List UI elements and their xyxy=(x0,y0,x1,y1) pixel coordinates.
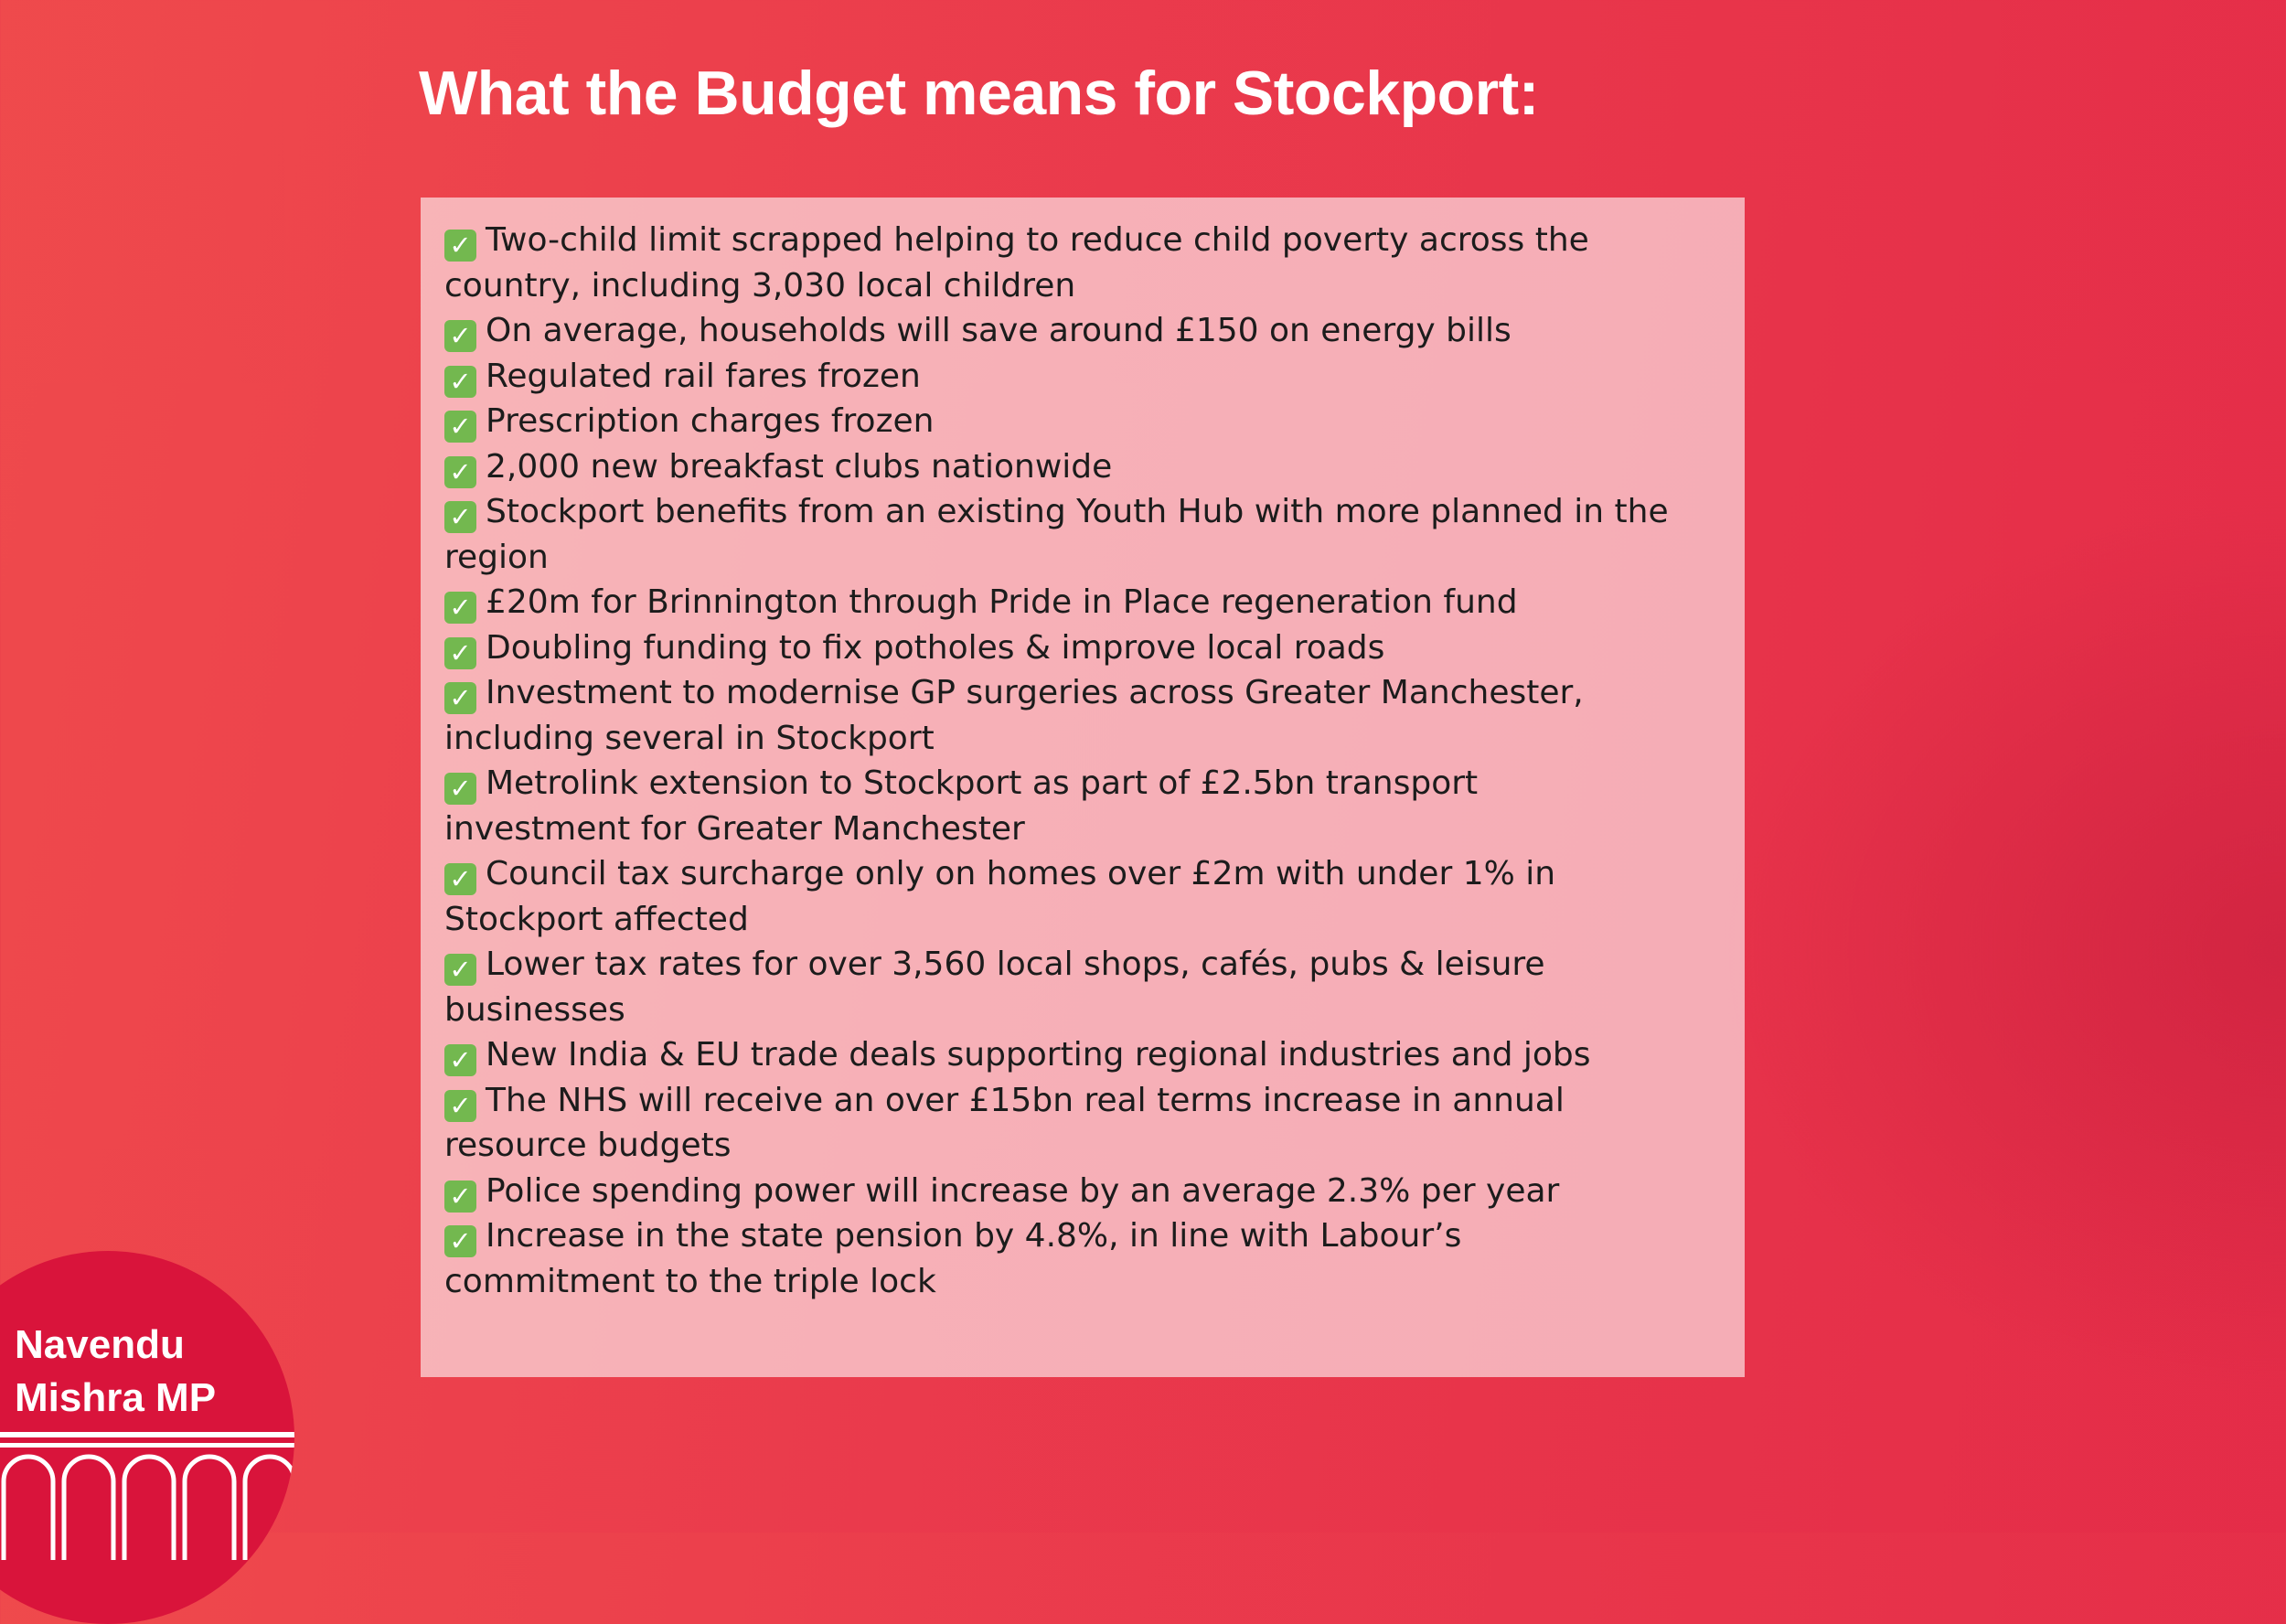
list-item-text: Police spending power will increase by an average 2.3% per year xyxy=(486,1171,1560,1210)
mp-name xyxy=(15,1319,252,1425)
list-item xyxy=(444,670,1670,761)
list-item-text: On average, households will save around £150 on energy bills xyxy=(486,312,1512,349)
list-item xyxy=(444,1032,1670,1078)
check-mark-icon: ✓ xyxy=(444,637,476,669)
check-mark-icon: ✓ xyxy=(444,501,476,533)
page-title: What the Budget means for Stockport: xyxy=(419,59,1539,128)
check-mark-icon: ✓ xyxy=(444,773,476,805)
mp-name-line1: Navendu xyxy=(15,1322,185,1367)
check-mark-icon: ✓ xyxy=(444,954,476,986)
list-item xyxy=(444,308,1670,354)
list-item-text: Prescription charges frozen xyxy=(486,402,935,440)
list-item-text: Metrolink extension to Stockport as part of £2.5bn transport investment for Greater Manchester xyxy=(444,764,1479,848)
list-item xyxy=(444,625,1670,671)
list-item xyxy=(444,942,1670,1032)
list-item xyxy=(444,1169,1670,1214)
list-item-text: Two-child limit scrapped helping to reduce child poverty across the country, including 3,030 local children xyxy=(444,221,1589,304)
check-mark-icon: ✓ xyxy=(444,863,476,895)
mp-badge xyxy=(0,1251,294,1624)
list-item-text: Lower tax rates for over 3,560 local shops, cafés, pubs & leisure businesses xyxy=(444,946,1545,1029)
list-item-text: Increase in the state pension by 4.8%, in line with Labour’s commitment to the triple lock xyxy=(444,1217,1462,1300)
list-item xyxy=(444,218,1670,308)
list-item-text: Stockport benefits from an existing Youth Hub with more planned in the region xyxy=(444,493,1669,576)
list-item xyxy=(444,761,1670,851)
list-item xyxy=(444,399,1670,444)
list-item xyxy=(444,489,1670,580)
list-item-text: Regulated rail fares frozen xyxy=(486,357,921,395)
list-item xyxy=(444,851,1670,942)
check-mark-icon: ✓ xyxy=(444,592,476,624)
check-mark-icon: ✓ xyxy=(444,1181,476,1213)
check-mark-icon: ✓ xyxy=(444,366,476,398)
check-mark-icon: ✓ xyxy=(444,411,476,443)
list-item-text: Doubling funding to fix potholes & improve local roads xyxy=(486,628,1385,667)
check-mark-icon: ✓ xyxy=(444,1044,476,1076)
check-mark-icon: ✓ xyxy=(444,456,476,488)
budget-list xyxy=(444,218,1721,1304)
mp-name-line2: Mishra MP xyxy=(15,1375,217,1420)
list-item-text: £20m for Brinnington through Pride in Place regeneration fund xyxy=(486,583,1518,621)
list-item xyxy=(444,1078,1670,1169)
list-item xyxy=(444,354,1670,400)
check-mark-icon: ✓ xyxy=(444,1090,476,1122)
check-mark-icon: ✓ xyxy=(444,682,476,714)
check-mark-icon: ✓ xyxy=(444,1225,476,1257)
list-item xyxy=(444,1213,1670,1304)
list-item-text: The NHS will receive an over £15bn real terms increase in annual resource budgets xyxy=(444,1081,1565,1164)
list-item-text: Council tax surcharge only on homes over £2m with under 1% in Stockport affected xyxy=(444,855,1556,938)
check-mark-icon: ✓ xyxy=(444,320,476,352)
budget-panel xyxy=(421,198,1745,1377)
list-item-text: New India & EU trade deals supporting regional industries and jobs xyxy=(486,1036,1591,1074)
check-mark-icon: ✓ xyxy=(444,230,476,262)
list-item xyxy=(444,444,1670,490)
list-item-text: Investment to modernise GP surgeries across Greater Manchester, including several in Stockport xyxy=(444,674,1584,757)
viaduct-icon xyxy=(0,1432,294,1560)
list-item xyxy=(444,580,1670,625)
list-item-text: 2,000 new breakfast clubs nationwide xyxy=(486,447,1113,486)
